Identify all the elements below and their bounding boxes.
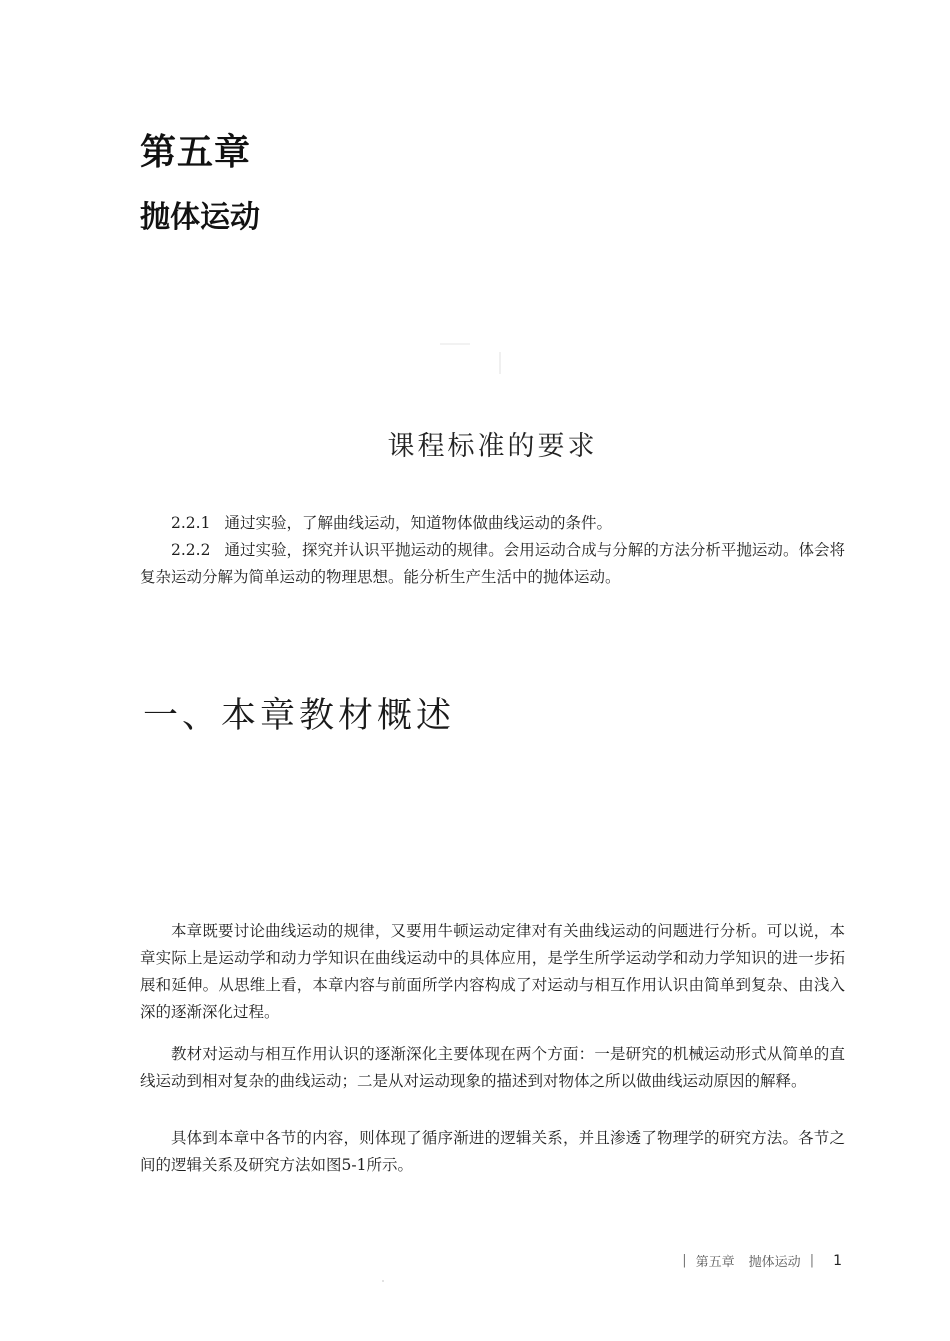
page-number: 1 — [833, 1252, 842, 1269]
page-footer — [673, 1251, 842, 1270]
standard-code: 2.2.2 — [171, 541, 211, 559]
faint-dot — [380, 1278, 386, 1284]
body-paragraph-3: 具体到本章中各节的内容，则体现了循序渐进的逻辑关系，并且渗透了物理学的研究方法。各节之间的逻辑关系及研究方法如图5-1所示。 — [140, 1129, 845, 1174]
section-heading: 一、本章教材概述 — [143, 696, 456, 736]
body-paragraph-2: 教材对运动与相互作用认识的逐渐深化主要体现在两个方面：一是研究的机械运动形式从简单的直线运动到相对复杂的曲线运动；二是从对运动现象的描述到对物体之所以做曲线运动原因的解释。 — [140, 1045, 845, 1090]
standard-text: 通过实验，探究并认识平抛运动的规律。会用运动合成与分解的方法分析平抛运动。体会将复杂运动分解为简单运动的物理思想。能分析生产生活中的抛体运动。 — [140, 541, 845, 586]
standard-text: 通过实验，了解曲线运动，知道物体做曲线运动的条件。 — [224, 514, 612, 532]
chapter-title: 抛体运动 — [140, 200, 260, 235]
footer-separator: | — [682, 1253, 687, 1268]
standard-item-2 — [140, 537, 845, 591]
footer-chapter-label: 第五章 — [695, 1255, 735, 1270]
standards-heading: 课程标准的要求 — [387, 431, 598, 462]
footer-chapter-title: 抛体运动 — [748, 1255, 801, 1270]
footer-separator: | — [809, 1253, 815, 1268]
faint-scan-marks — [440, 330, 520, 380]
standard-code: 2.2.1 — [171, 514, 211, 532]
chapter-number: 第五章 — [140, 131, 252, 173]
body-paragraph-1: 本章既要讨论曲线运动的规律，又要用牛顿运动定律对有关曲线运动的问题进行分析。可以说，本章实际上是运动学和动力学知识在曲线运动中的具体应用，是学生所学运动学和动力学知识的进一步拓展和延伸。从思维上看，本章内容与前面所学内容构成了对运动与相互作用认识由简单到复杂、由浅入深的逐渐深化过程。 — [140, 922, 845, 1021]
standard-item-1 — [140, 510, 845, 537]
